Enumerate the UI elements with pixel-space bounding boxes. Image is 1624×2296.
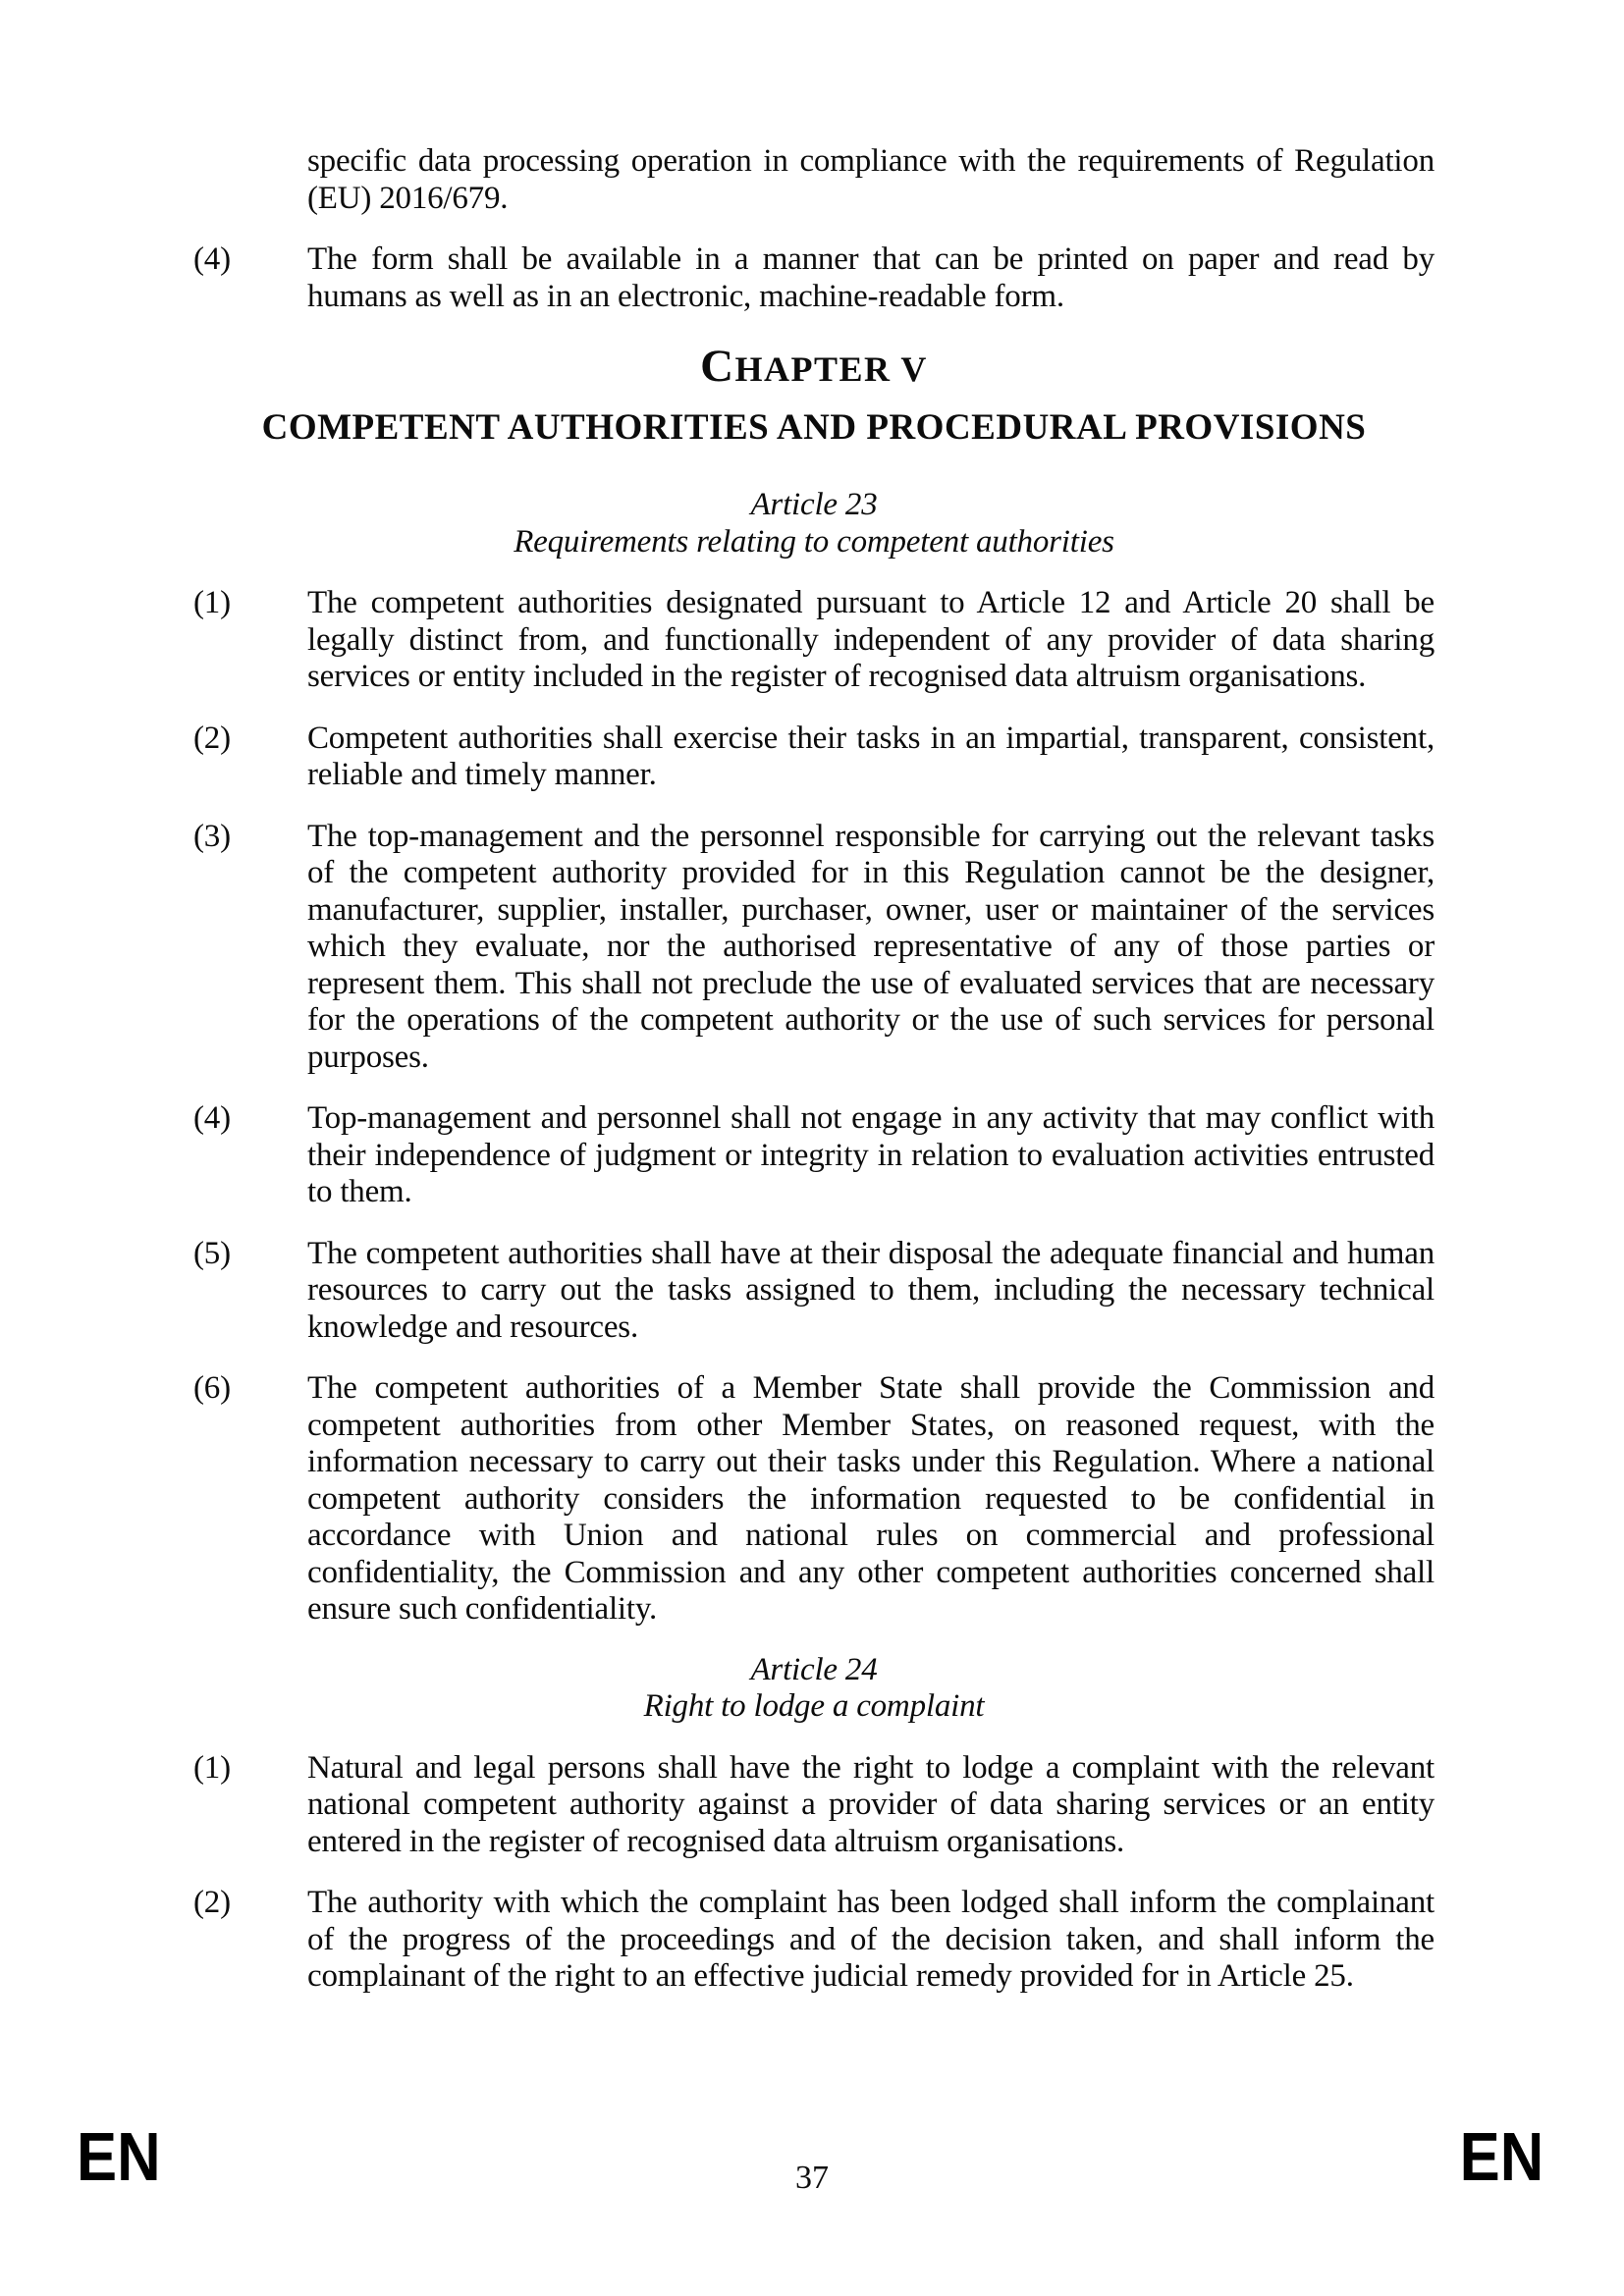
item-text: The competent authorities shall have at their disposal the adequate financial and human resources to carry out the tasks assigned to them, including the necessary technical knowledge and resources. <box>307 1235 1435 1345</box>
item-text: Natural and legal persons shall have the right to lodge a complaint with the relevant national competent authority against a provider of data sharing services or an entity entered in the register of recognised data altruism organisations. <box>307 1749 1435 1859</box>
list-item <box>193 819 1435 1077</box>
article-24-title: Right to lodge a complaint <box>643 1688 985 1724</box>
item-number: (3) <box>193 818 231 854</box>
continuation-paragraph: specific data processing operation in compliance with the requirements of Regulation (EU) 2016/679. <box>307 143 1435 216</box>
item-number: (4) <box>193 241 231 277</box>
item-text: Competent authorities shall exercise their tasks in an impartial, transparent, consistent, reliable and timely manner. <box>307 720 1435 792</box>
item-number: (2) <box>193 720 231 756</box>
item-text: The authority with which the complaint has been lodged shall inform the complainant of the progress of the proceedings and of the decision taken, and shall inform the complainant of the right to an effective judicial remedy provided for in Article 25. <box>307 1885 1435 1994</box>
item-number: (4) <box>193 1100 231 1136</box>
item-text: The competent authorities of a Member State shall provide the Commission and competent authorities from other Member States, on reasoned request, with the information necessary to carry out their tasks under this Regulation. Where a national competent authority considers the information requested to be confidential in accordance with Union and national rules on commercial and professional confidentiality, the Commission and any other competent authorities concerned shall ensure such confidentiality. <box>307 1370 1435 1627</box>
item-number: (5) <box>193 1235 231 1271</box>
item-number: (1) <box>193 585 231 620</box>
chapter-title-heading: COMPETENT AUTHORITIES AND PROCEDURAL PROVISIONS <box>261 407 1367 448</box>
article-23-number: Article 23 <box>750 487 878 522</box>
item-text: The competent authorities designated pursuant to Article 12 and Article 20 shall be legally distinct from, and functionally independent of any provider of data sharing services or entity included in the register of recognised data altruism organisations. <box>307 585 1435 694</box>
footer-page-number: 37 <box>795 2160 829 2196</box>
item-text: Top-management and personnel shall not engage in any activity that may conflict with their independence of judgment or integrity in relation to evaluation activities entrusted to them. <box>307 1100 1435 1209</box>
article-23-title: Requirements relating to competent authorities <box>514 523 1114 560</box>
list-item <box>193 1750 1435 1861</box>
item-text: The top-management and the personnel responsible for carrying out the relevant tasks of the competent authority provided for in this Regulation cannot be the designer, manufacturer, supplier, installer, purchaser, owner, user or maintainer of the services which they evaluate, nor the authorised representative of any of those parties or represent them. This shall not preclude the use of evaluated services that are necessary for the operations of the competent authority or the use of such services for personal purposes. <box>307 818 1435 1075</box>
chapter-number-heading: CHAPTER V <box>700 341 928 392</box>
list-item <box>193 585 1435 696</box>
list-item <box>193 1236 1435 1347</box>
item-number: (6) <box>193 1370 231 1406</box>
article-24-number: Article 24 <box>750 1651 878 1687</box>
page-content <box>193 143 1435 1996</box>
item-number: (1) <box>193 1749 231 1786</box>
item-text: The form shall be available in a manner that can be printed on paper and read by humans as well as in an electronic, machine-readable form. <box>307 241 1435 314</box>
list-item <box>193 1100 1435 1211</box>
footer-language-label-left: EN <box>77 2118 161 2195</box>
list-item <box>193 1370 1435 1629</box>
list-item <box>193 1885 1435 1996</box>
footer-language-label-right: EN <box>1459 2118 1543 2195</box>
list-item <box>193 241 1435 315</box>
item-number: (2) <box>193 1885 231 1920</box>
list-item <box>193 721 1435 794</box>
